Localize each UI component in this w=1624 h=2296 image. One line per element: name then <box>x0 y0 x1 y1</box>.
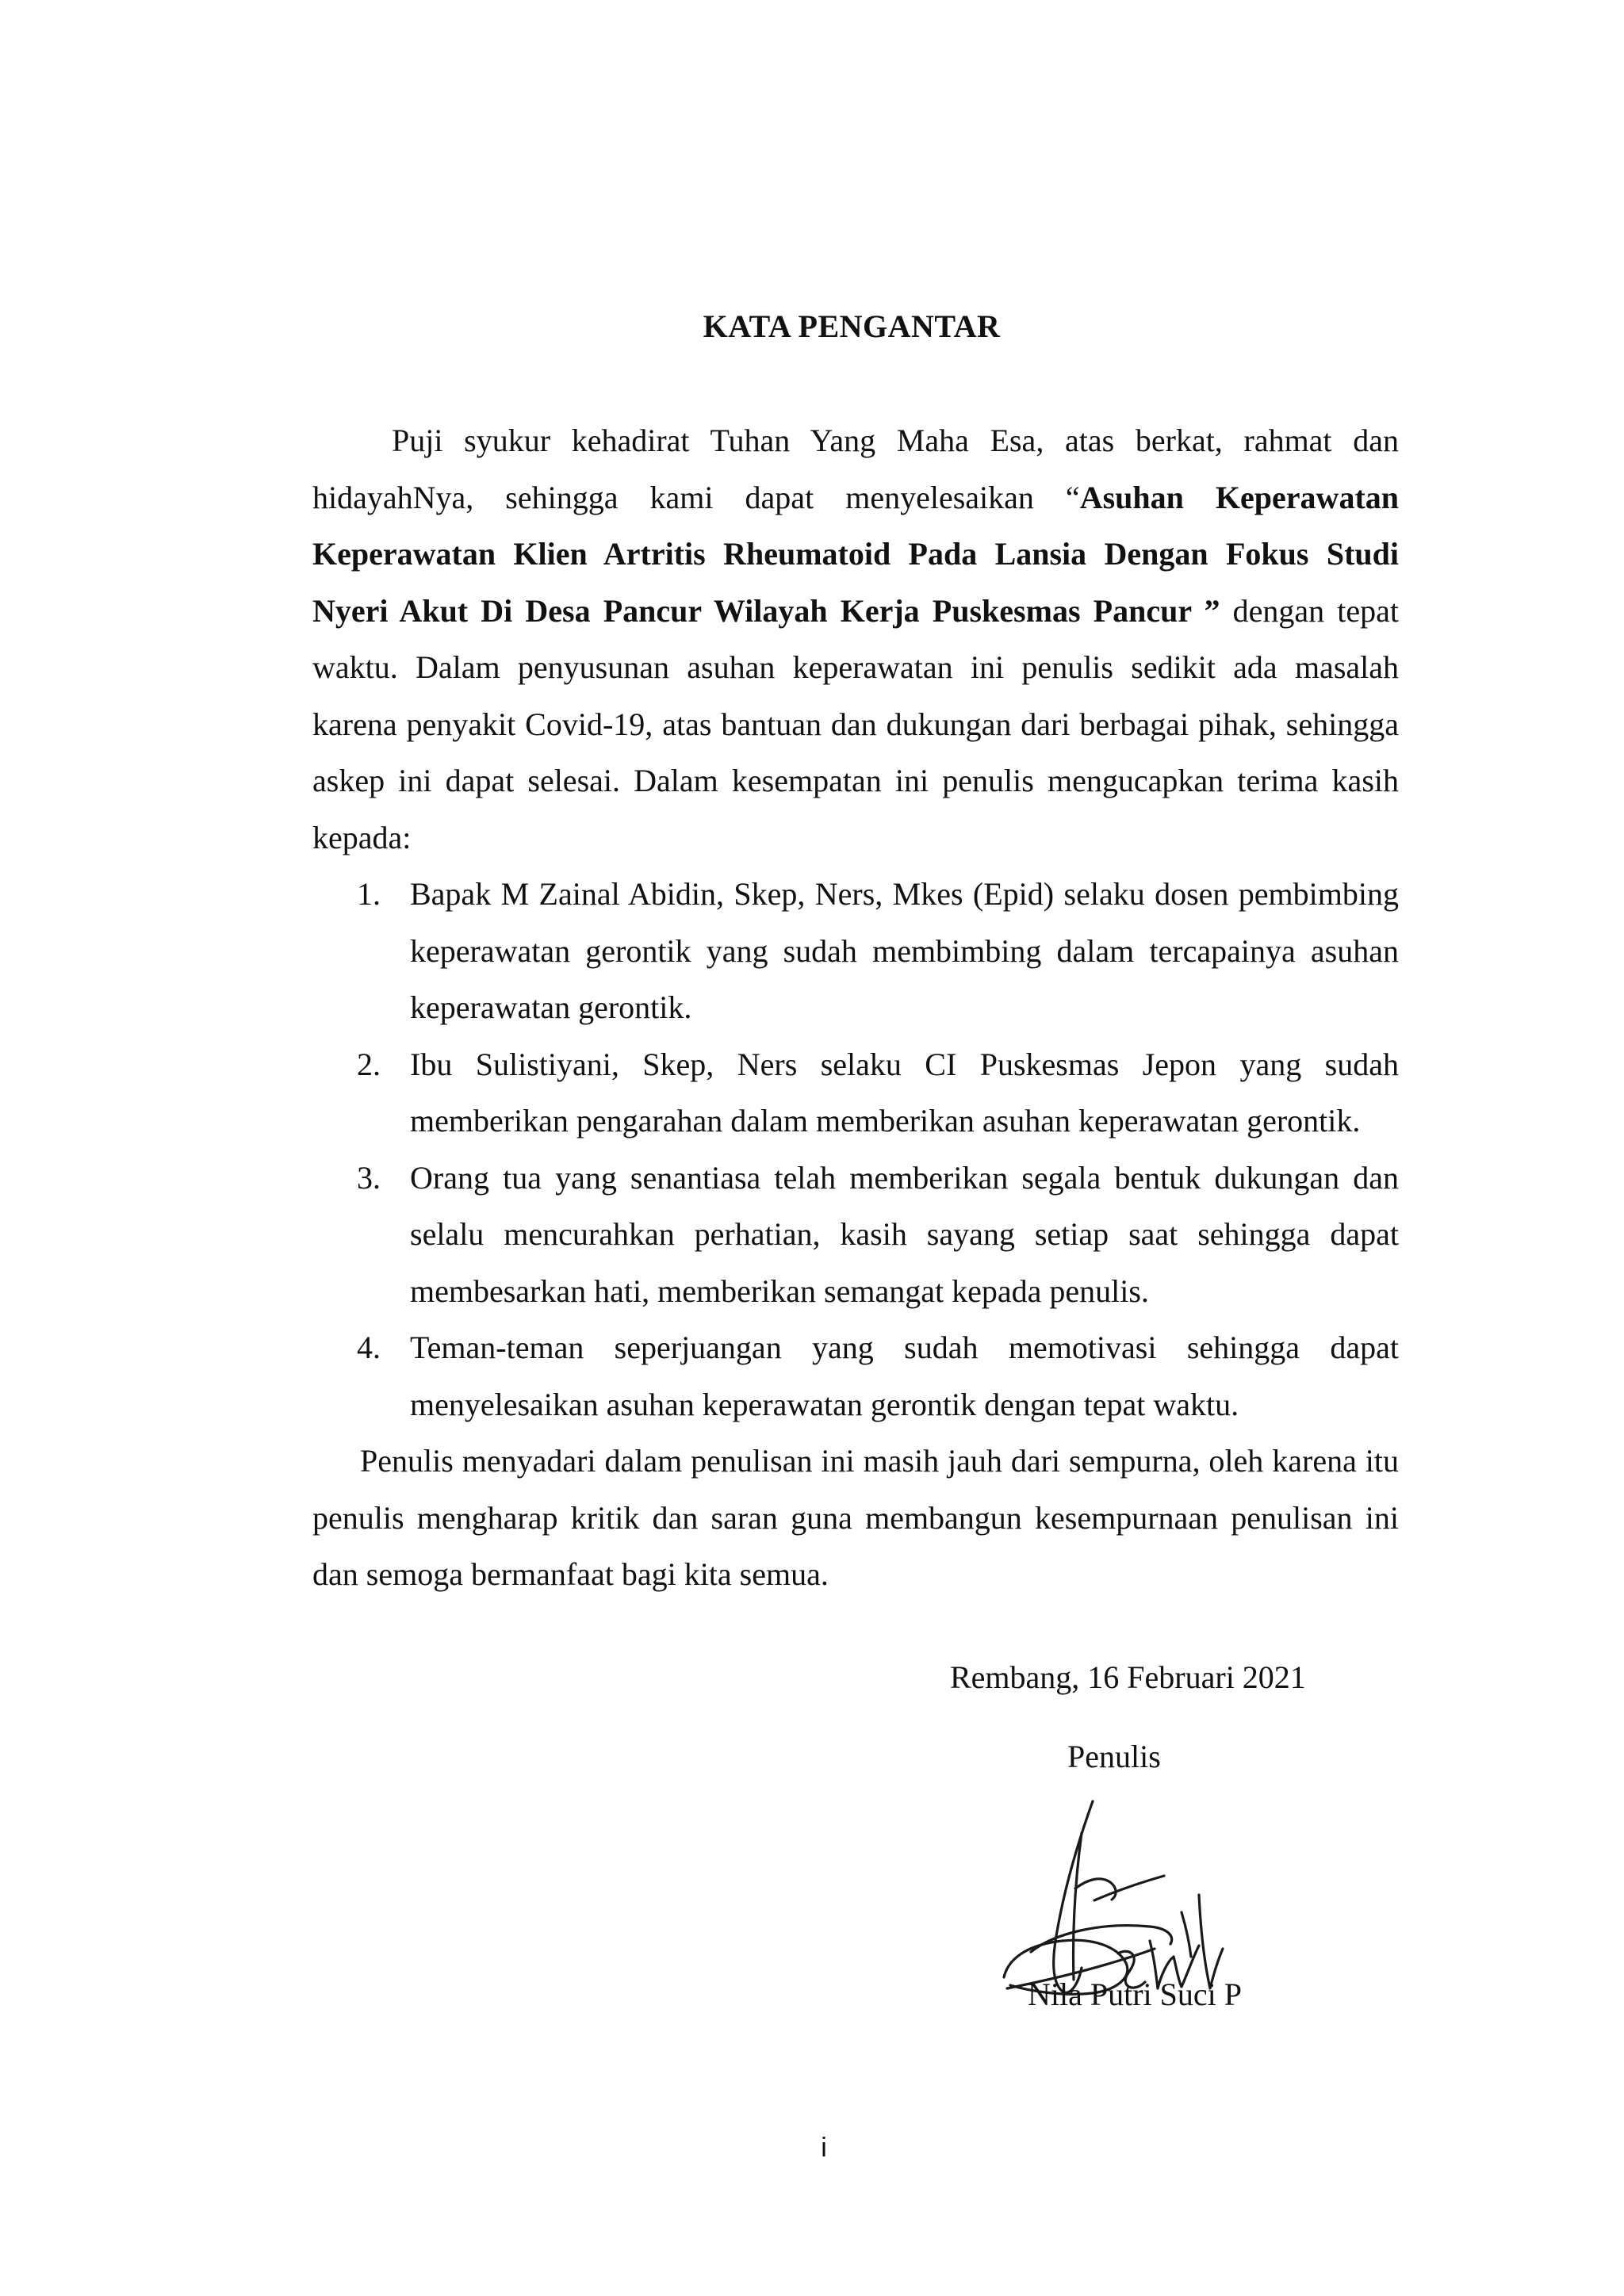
body-text <box>312 412 1399 1603</box>
list-text: Ibu Sulistiyani, Skep, Ners selaku CI Puskesmas Jepon yang sudah memberikan pengarahan dalam memberikan asuhan keperawatan gerontik. <box>410 1046 1399 1138</box>
intro-text-after: dengan tepat waktu. Dalam penyusunan asuhan keperawatan ini penulis sedikit ada masalah karena penyakit Covid-19, atas bantuan dan dukungan dari berbagai pihak, sehingga askep ini dapat selesai. Dalam kesempatan ini penulis mengucapkan terima kasih kepada: <box>312 592 1400 855</box>
signer-role: Penulis <box>1067 1739 1161 1774</box>
intro-paragraph <box>312 412 1399 866</box>
thanks-list <box>312 866 1399 1433</box>
report-title: Asuhan Keperawatan Keperawatan Klien Artritis Rheumatoid Pada Lansia Dengan Fokus Studi Nyeri Akut Di Desa Pancur Wilayah Kerja Puskesmas Pancur ” <box>312 479 1400 629</box>
list-item <box>312 1319 1399 1433</box>
list-text: Bapak M Zainal Abidin, Skep, Ners, Mkes (Epid) selaku dosen pembimbing keperawatan gerontik yang sudah membimbing dalam tercapainya asuhan keperawatan gerontik. <box>410 876 1399 1025</box>
list-number: 2. <box>357 1046 381 1082</box>
list-item <box>312 1036 1399 1150</box>
closing-paragraph: Penulis menyadari dalam penulisan ini masih jauh dari sempurna, oleh karena itu penulis mengharap kritik dan saran guna membangun kesempurnaan penulisan ini dan semoga bermanfaat bagi kita semua. <box>312 1443 1399 1592</box>
list-number: 1. <box>357 876 381 912</box>
list-number: 4. <box>357 1330 381 1365</box>
intro-text-before: Puji syukur kehadirat Tuhan Yang Maha Esa, atas berkat, rahmat dan hidayahNya, sehingga kami dapat menyelesaikan “ <box>312 423 1399 515</box>
place-date: Rembang, 16 Februari 2021 <box>950 1659 1306 1695</box>
list-text: Teman-teman seperjuangan yang sudah memotivasi sehingga dapat menyelesaikan asuhan keperawatan gerontik dengan tepat waktu. <box>410 1330 1399 1422</box>
list-item <box>312 1150 1399 1320</box>
author-name: Nila Putri Suci P <box>1028 1976 1243 2012</box>
list-number: 3. <box>357 1159 381 1196</box>
page-number: i <box>821 2133 827 2163</box>
page-title: KATA PENGANTAR <box>703 308 1001 344</box>
list-text: Orang tua yang senantiasa telah memberikan segala bentuk dukungan dan selalu mencurahkan perhatian, kasih sayang setiap saat sehingga dapat membesarkan hati, memberikan semangat kepada penulis. <box>410 1159 1399 1309</box>
list-item <box>312 866 1399 1036</box>
